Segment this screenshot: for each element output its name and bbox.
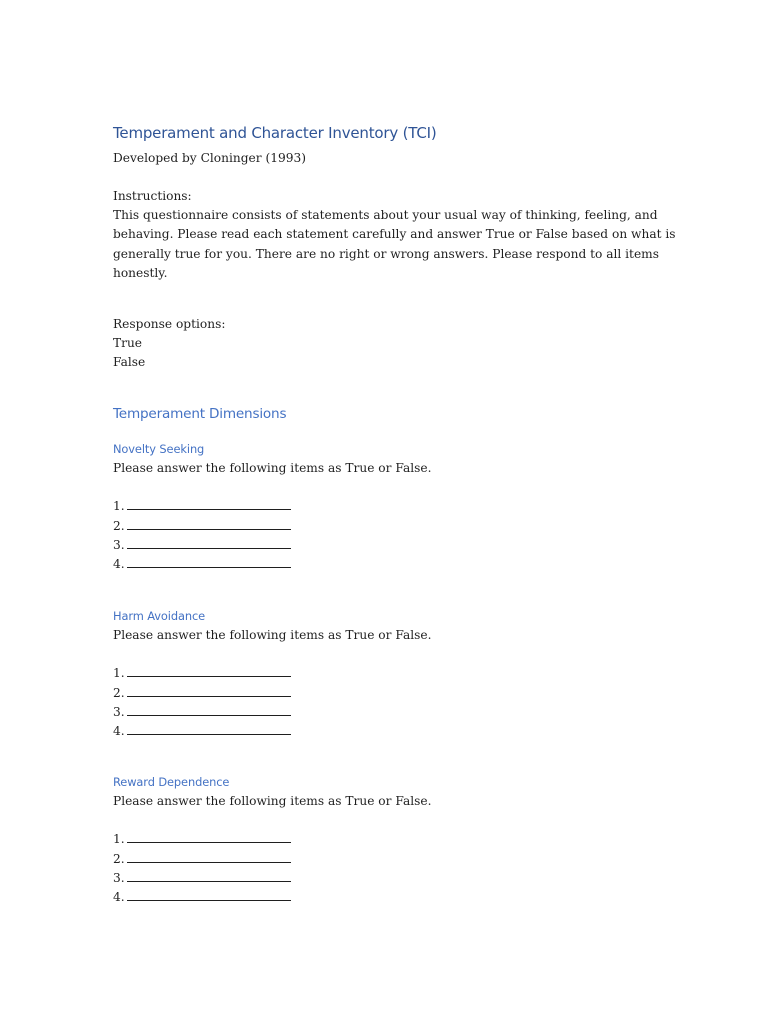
answer-blank[interactable] [127, 831, 291, 843]
response-options-label: Response options: [113, 317, 226, 331]
subsection-novelty-seeking [113, 442, 431, 574]
subsection-heading: Harm Avoidance [113, 609, 206, 623]
subsection-harm-avoidance [113, 609, 431, 741]
subsection-heading: Reward Dependence [113, 775, 230, 789]
answer-blank[interactable] [127, 556, 291, 568]
answer-blank[interactable] [127, 665, 291, 677]
answer-blank[interactable] [127, 685, 291, 697]
item-number: 4. [113, 724, 125, 739]
subsection-prompt: Please answer the following items as True or False. [113, 794, 432, 808]
answer-item [113, 555, 431, 574]
item-number: 1. [113, 666, 125, 681]
document-title: Temperament and Character Inventory (TCI) [113, 124, 437, 142]
answer-item [113, 869, 431, 888]
instructions-line: behaving. Please read each statement carefully and answer True or False based on what is [113, 227, 676, 242]
answer-item [113, 830, 431, 849]
answer-item [113, 536, 431, 555]
answer-item [113, 703, 431, 722]
instructions-line: generally true for you. There are no right or wrong answers. Please respond to all items [113, 246, 659, 261]
answer-item [113, 888, 431, 907]
response-option: True [113, 336, 143, 350]
subsection-prompt: Please answer the following items as True or False. [113, 628, 432, 642]
answer-blank[interactable] [127, 704, 291, 716]
instructions-paragraph [113, 206, 676, 283]
answer-item [113, 517, 431, 536]
instructions-label: Instructions: [113, 189, 192, 203]
answer-blank[interactable] [127, 889, 291, 901]
response-option: False [113, 355, 146, 370]
item-number: 2. [113, 518, 125, 533]
item-number: 2. [113, 685, 125, 700]
item-number: 4. [113, 890, 125, 905]
answer-blank[interactable] [127, 498, 291, 510]
answer-blank[interactable] [127, 870, 291, 882]
answer-blank[interactable] [127, 851, 291, 863]
subsection-prompt: Please answer the following items as True or False. [113, 461, 432, 475]
answer-item [113, 722, 431, 741]
answer-list [113, 664, 431, 741]
answer-item [113, 497, 431, 516]
item-number: 3. [113, 704, 125, 719]
instructions-line: honestly. [113, 265, 168, 280]
answer-list [113, 497, 431, 574]
item-number: 3. [113, 537, 125, 552]
section-heading: Temperament Dimensions [113, 406, 287, 422]
instructions-line: This questionnaire consists of statements about your usual way of thinking, feeling, and [113, 208, 658, 222]
item-number: 3. [113, 870, 125, 885]
answer-item [113, 664, 431, 683]
item-number: 1. [113, 499, 125, 514]
answer-list [113, 830, 431, 907]
response-options-list [113, 334, 145, 373]
answer-blank[interactable] [127, 537, 291, 549]
subsection-reward-dependence [113, 775, 431, 907]
subsection-heading: Novelty Seeking [113, 442, 205, 456]
item-number: 2. [113, 851, 125, 866]
item-number: 1. [113, 832, 125, 847]
answer-item [113, 684, 431, 703]
document-subtitle: Developed by Cloninger (1993) [113, 151, 306, 165]
answer-blank[interactable] [127, 518, 291, 530]
answer-item [113, 850, 431, 869]
answer-blank[interactable] [127, 723, 291, 735]
item-number: 4. [113, 557, 125, 572]
